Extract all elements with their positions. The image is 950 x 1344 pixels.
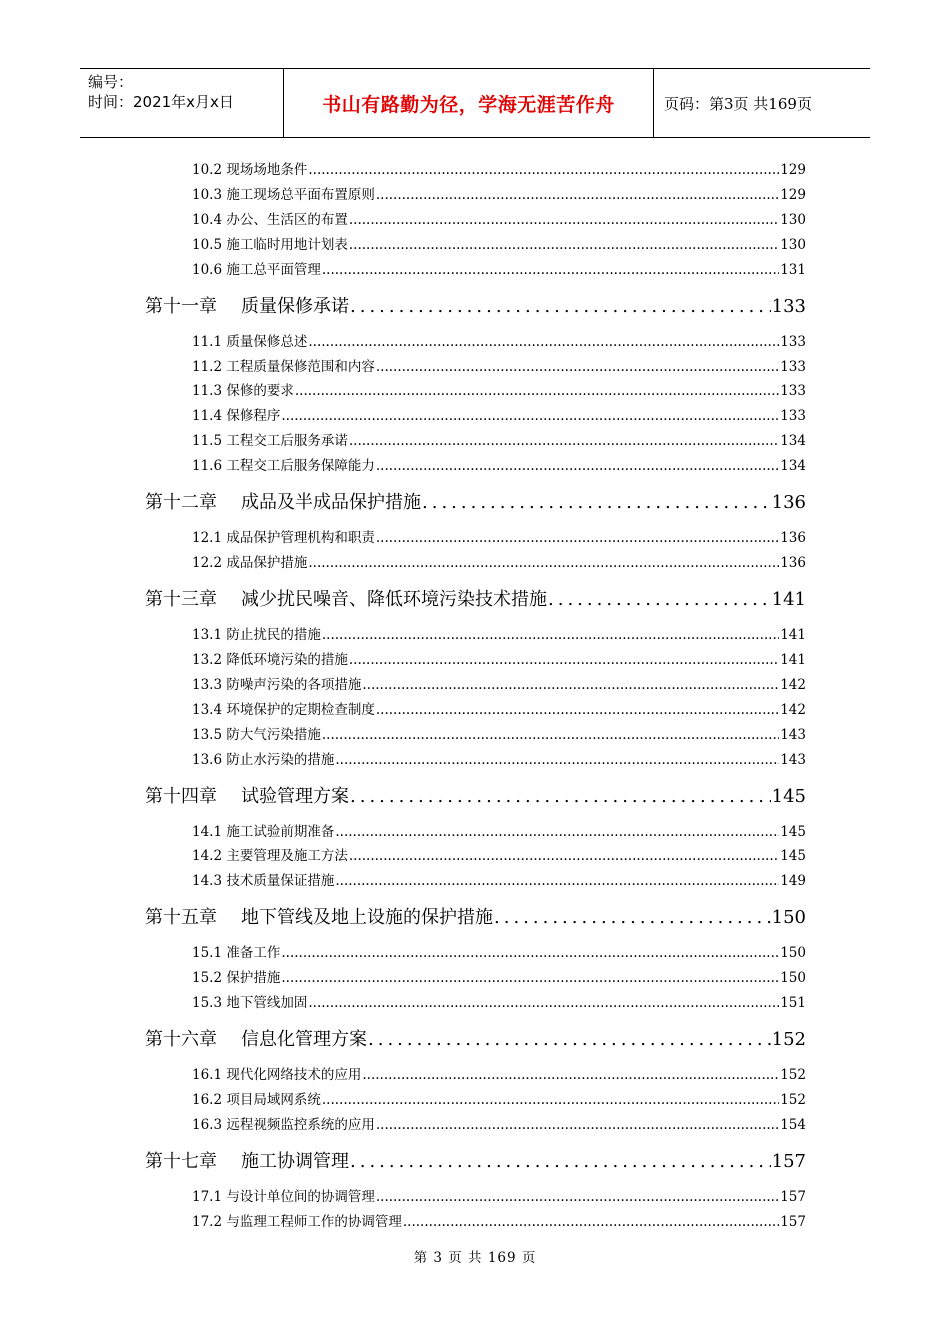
toc-leader-dots [349, 211, 779, 229]
toc-leader-dots [376, 1188, 779, 1206]
toc-section-title: 15.3 地下管线加固 [192, 995, 308, 1012]
toc-page-number: 145 [771, 785, 806, 807]
toc-section-title: 14.2 主要管理及施工方法 [192, 848, 348, 865]
toc-page-number: 131 [780, 261, 806, 278]
toc-leader-dots [349, 432, 779, 450]
toc-page-number: 150 [771, 907, 806, 929]
toc-section-title: 11.1 质量保修总述 [192, 333, 308, 350]
toc-chapter-number: 第十三章 [145, 589, 217, 610]
toc-section-entry[interactable] [192, 236, 806, 254]
toc-page-number: 133 [780, 383, 806, 400]
toc-section-title: 11.4 保修程序 [192, 408, 281, 425]
toc-chapter-title [145, 785, 349, 809]
toc-chapter-entry[interactable] [145, 1150, 806, 1174]
toc-leader-dots [281, 944, 779, 962]
header-left-cell [80, 69, 284, 137]
toc-page-number: 152 [780, 1092, 806, 1108]
toc-leader-dots [403, 1213, 779, 1231]
toc-section-title: 12.1 成品保护管理机构和职责 [192, 530, 375, 547]
toc-page-number: 130 [780, 211, 806, 228]
toc-page-number: 145 [780, 848, 806, 865]
toc-leader-dots [308, 161, 779, 179]
toc-page-number: 141 [771, 589, 806, 610]
toc-page-number: 129 [780, 186, 806, 203]
toc-leader-dots [281, 407, 779, 425]
toc-section-title: 13.4 环境保护的定期检查制度 [192, 701, 375, 718]
toc-chapter-number: 第十六章 [145, 1029, 217, 1051]
toc-section-entry[interactable] [192, 944, 806, 962]
toc-leader-dots [322, 626, 779, 644]
toc-page-number: 157 [771, 1150, 806, 1172]
toc-leader-dots [350, 295, 771, 319]
toc-chapter-title [145, 588, 547, 612]
toc-section-title: 10.4 办公、生活区的布置 [192, 211, 348, 228]
toc-section-title: 13.3 防噪声污染的各项措施 [192, 676, 362, 693]
toc-leader-dots [308, 554, 779, 572]
toc-section-title: 13.2 降低环境污染的措施 [192, 651, 348, 668]
toc-section-entry[interactable] [192, 358, 806, 376]
toc-section-title: 10.3 施工现场总平面布置原则 [192, 186, 375, 203]
toc-page-number: 136 [780, 530, 806, 547]
toc-leader-dots [376, 1116, 779, 1134]
toc-page-number: 134 [780, 458, 806, 475]
toc-page-number: 133 [780, 358, 806, 375]
toc-section-entry[interactable] [192, 186, 806, 204]
toc-chapter-title [145, 906, 493, 930]
toc-section-title: 17.2 与监理工程师工作的协调管理 [192, 1213, 402, 1230]
toc-section-entry[interactable] [192, 847, 806, 865]
toc-chapter-entry[interactable] [145, 588, 806, 612]
toc-chapter-text: 成品及半成品保护措施 [241, 492, 421, 514]
toc-page-number: 133 [771, 295, 806, 317]
toc-chapter-title [145, 295, 349, 319]
toc-section-title: 13.5 防大气污染措施 [192, 726, 321, 743]
toc-leader-dots [376, 186, 779, 204]
toc-section-entry[interactable] [192, 872, 806, 890]
toc-leader-dots [349, 847, 779, 865]
toc-section-entry[interactable] [192, 1188, 806, 1206]
toc-section-entry[interactable] [192, 701, 806, 719]
toc-leader-dots [368, 1028, 771, 1052]
toc-chapter-number: 第十二章 [145, 492, 217, 514]
toc-leader-dots [335, 823, 779, 841]
toc-leader-dots [335, 751, 779, 769]
toc-leader-dots [376, 457, 779, 475]
toc-page-number: 142 [780, 701, 806, 718]
toc-section-entry[interactable] [192, 1091, 806, 1109]
toc-section-entry[interactable] [192, 457, 806, 475]
serial-label: 编号： [88, 73, 134, 91]
toc-section-title: 15.2 保护措施 [192, 970, 281, 987]
toc-chapter-title [145, 1028, 367, 1052]
toc-page-number: 149 [780, 873, 806, 890]
toc-chapter-entry[interactable] [145, 785, 806, 809]
toc-section-title: 11.6 工程交工后服务保障能力 [192, 458, 375, 475]
toc-page-number: 157 [780, 1188, 806, 1205]
page-footer: 第 3 页 共 169 页 [413, 1250, 537, 1266]
toc-section-entry[interactable] [192, 211, 806, 229]
toc-section-title: 13.1 防止扰民的措施 [192, 627, 321, 643]
toc-leader-dots [308, 333, 779, 351]
header-page-info: 页码：第3页 共169页 [664, 94, 812, 113]
toc-section-entry[interactable] [192, 432, 806, 450]
toc-chapter-text: 质量保修承诺 [241, 295, 349, 317]
toc-section-entry[interactable] [192, 1116, 806, 1134]
date-label: 时间：2021年x月x日 [88, 93, 234, 111]
toc-chapter-number: 第十四章 [145, 785, 217, 807]
toc-chapter-number: 第十七章 [145, 1150, 217, 1172]
toc-page-number: 136 [780, 555, 806, 571]
toc-page-number: 141 [780, 627, 806, 643]
toc-section-entry[interactable] [192, 751, 806, 769]
toc-section-title: 14.1 施工试验前期准备 [192, 823, 335, 840]
toc-section-entry[interactable] [192, 994, 806, 1012]
toc-leader-dots [494, 906, 771, 930]
toc-chapter-text: 减少扰民噪音、降低环境污染技术措施 [241, 589, 547, 610]
toc-page-number: 150 [780, 945, 806, 962]
toc-section-entry[interactable] [192, 161, 806, 179]
toc-chapter-text: 试验管理方案 [241, 785, 349, 807]
toc-page-number: 136 [771, 492, 806, 514]
toc-leader-dots [548, 588, 771, 612]
toc-section-entry[interactable] [192, 333, 806, 351]
toc-section-title: 15.1 准备工作 [192, 945, 281, 962]
toc-chapter-entry[interactable] [145, 491, 806, 515]
toc-leader-dots [376, 358, 779, 376]
toc-section-entry[interactable] [192, 554, 806, 572]
toc-leader-dots [376, 701, 779, 719]
toc-page-number: 141 [780, 651, 806, 668]
toc-page-number: 152 [771, 1029, 806, 1051]
toc-page-number: 129 [780, 162, 806, 178]
toc-section-title: 16.2 项目局域网系统 [192, 1092, 321, 1108]
toc-section-title: 11.3 保修的要求 [192, 383, 294, 400]
toc-section-title: 16.1 现代化网络技术的应用 [192, 1067, 362, 1084]
toc-leader-dots [362, 676, 779, 694]
toc-section-title: 13.6 防止水污染的措施 [192, 751, 335, 768]
toc-section-entry[interactable] [192, 726, 806, 744]
toc-section-entry[interactable] [192, 676, 806, 694]
toc-chapter-entry[interactable] [145, 1028, 806, 1052]
page-header [80, 68, 870, 138]
toc-section-title: 10.2 现场场地条件 [192, 162, 308, 178]
toc-section-title: 12.2 成品保护措施 [192, 555, 308, 571]
toc-section-title: 11.5 工程交工后服务承诺 [192, 433, 348, 450]
toc-section-title: 17.1 与设计单位间的协调管理 [192, 1188, 375, 1205]
toc-chapter-title [145, 1150, 349, 1174]
toc-page-number: 143 [780, 726, 806, 743]
toc-leader-dots [362, 1066, 779, 1084]
toc-section-title: 10.5 施工临时用地计划表 [192, 236, 348, 253]
toc-leader-dots [376, 529, 779, 547]
toc-section-title: 10.6 施工总平面管理 [192, 261, 321, 278]
toc-section-title: 16.3 远程视频监控系统的应用 [192, 1116, 375, 1133]
toc-section-entry[interactable] [192, 1213, 806, 1231]
toc-page-number: 134 [780, 433, 806, 450]
toc-chapter-number: 第十五章 [145, 907, 217, 929]
toc-leader-dots [322, 1091, 779, 1109]
toc-leader-dots [295, 382, 779, 400]
toc-page-number: 151 [780, 995, 806, 1012]
toc-chapter-number: 第十一章 [145, 295, 217, 317]
toc-leader-dots [335, 872, 779, 890]
toc-section-entry[interactable] [192, 626, 806, 644]
toc-page-number: 145 [780, 823, 806, 840]
toc-page-number: 152 [780, 1067, 806, 1084]
toc-chapter-text: 信息化管理方案 [241, 1029, 367, 1051]
toc-leader-dots [308, 994, 779, 1012]
toc-page-number: 133 [780, 408, 806, 425]
toc-leader-dots [350, 785, 771, 809]
toc-section-entry[interactable] [192, 1066, 806, 1084]
toc-leader-dots [349, 651, 779, 669]
toc-leader-dots [422, 491, 771, 515]
toc-chapter-text: 地下管线及地上设施的保护措施 [241, 907, 493, 929]
toc-leader-dots [322, 726, 779, 744]
toc-page-number: 130 [780, 236, 806, 253]
toc-section-entry[interactable] [192, 261, 806, 279]
toc-chapter-title [145, 491, 421, 515]
toc-chapter-text: 施工协调管理 [241, 1150, 349, 1172]
toc-page-number: 142 [780, 676, 806, 693]
toc-section-entry[interactable] [192, 529, 806, 547]
toc-section-entry[interactable] [192, 969, 806, 987]
toc-leader-dots [349, 236, 779, 254]
toc-chapter-entry[interactable] [145, 906, 806, 930]
toc-page-number: 154 [780, 1116, 806, 1133]
toc-page-number: 143 [780, 751, 806, 768]
toc-leader-dots [350, 1150, 771, 1174]
toc-page-number: 133 [780, 333, 806, 350]
toc-section-title: 11.2 工程质量保修范围和内容 [192, 358, 375, 375]
toc-chapter-entry[interactable] [145, 295, 806, 319]
toc-section-entry[interactable] [192, 651, 806, 669]
toc-page-number: 150 [780, 970, 806, 987]
header-motto: 书山有路勤为径，学海无涯苦作舟 [284, 69, 654, 137]
toc-page-number: 157 [780, 1213, 806, 1230]
toc-leader-dots [322, 261, 779, 279]
toc-section-entry[interactable] [192, 823, 806, 841]
toc-section-entry[interactable] [192, 407, 806, 425]
toc-section-title: 14.3 技术质量保证措施 [192, 873, 335, 890]
toc-section-entry[interactable] [192, 382, 806, 400]
toc-leader-dots [281, 969, 779, 987]
